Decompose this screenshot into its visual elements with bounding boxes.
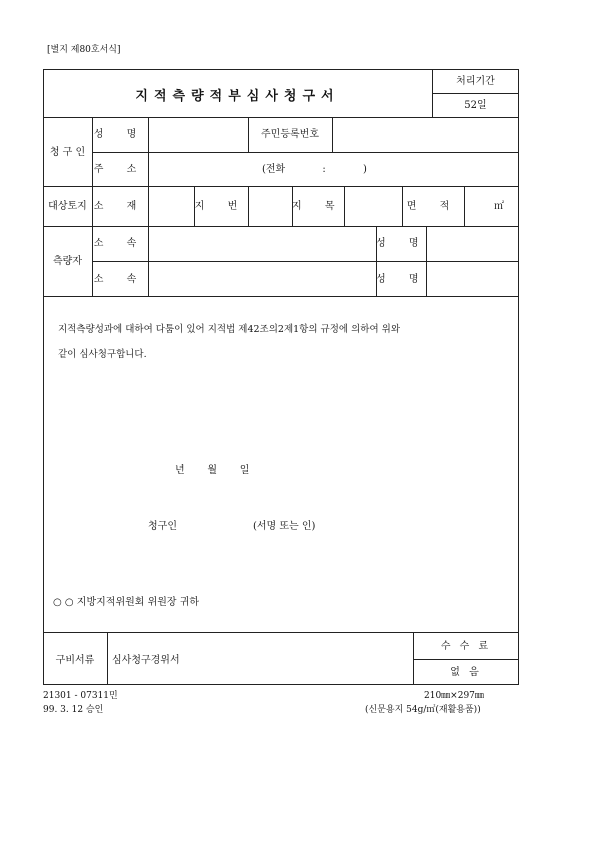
land-lot-label: 지 번 [194, 201, 248, 212]
date-line: 년 월 일 [175, 465, 252, 476]
claimant-phone-label: (전화 : ) [262, 164, 367, 175]
divider [432, 93, 519, 94]
divider [43, 296, 519, 297]
statement-line-2: 같이 심사청구합니다. [58, 349, 147, 360]
processing-value: 52일 [464, 100, 487, 111]
surveyor-affil-label-1: 소 속 [93, 238, 147, 249]
land-area-unit: ㎡ [494, 201, 504, 212]
claimant-sign-field[interactable] [185, 516, 250, 536]
divider [413, 659, 519, 660]
surveyor-affil-field-2[interactable] [149, 262, 376, 295]
surveyor-name-label-1: 성 명 [376, 238, 429, 249]
land-location-field[interactable] [149, 187, 194, 225]
surveyor-name-label-2: 성 명 [376, 274, 429, 285]
land-area-field[interactable] [465, 187, 518, 225]
addressee: ○ ○ 지방지적위원회 위원장 귀하 [53, 597, 200, 608]
land-category-field[interactable] [345, 187, 402, 225]
surveyor-affil-label-2: 소 속 [93, 274, 147, 285]
land-category-label: 지 목 [292, 201, 345, 212]
footer-approval: 99. 3. 12 승인 [43, 705, 104, 715]
land-lot-field[interactable] [249, 187, 292, 225]
fee-value: 없 음 [450, 667, 482, 678]
divider [107, 632, 108, 685]
divider [43, 632, 519, 633]
signature-note: (서명 또는 인) [253, 521, 316, 532]
footer-code: 21301 - 07311민 [43, 691, 118, 701]
attachments-label: 구비서류 [55, 655, 95, 666]
claimant-name-label: 성 명 [93, 129, 147, 140]
surveyor-section-label: 측량자 [53, 256, 82, 267]
claimant-section-label: 청 구 인 [49, 147, 86, 158]
surveyor-name-field-1[interactable] [427, 227, 518, 260]
fee-label: 수 수 료 [440, 641, 492, 652]
form-id: [별지 제80호서식] [47, 45, 121, 55]
statement-line-1: 지적측량성과에 대하여 다툼이 있어 지적법 제42조의2제1항의 규정에 의하여 위와 [58, 324, 400, 335]
processing-label: 처리기간 [456, 76, 495, 87]
claimant-sign-label: 청구인 [148, 521, 177, 532]
land-location-label: 소 재 [93, 201, 147, 212]
claimant-name-field[interactable] [149, 118, 248, 151]
footer-paper-spec: (신문용지 54g/㎡(재활용품)) [365, 705, 481, 715]
footer-paper-size: 210㎜×297㎜ [424, 691, 484, 701]
form-title: 지적측량적부심사청구서 [135, 89, 340, 104]
claimant-address-label: 주 소 [93, 164, 147, 175]
surveyor-affil-field-1[interactable] [149, 227, 376, 260]
claimant-rrn-field[interactable] [333, 118, 518, 151]
surveyor-name-field-2[interactable] [427, 262, 518, 295]
land-area-label: 면 적 [406, 201, 460, 212]
claimant-rrn-label: 주민등록번호 [261, 129, 319, 140]
land-section-label: 대상토지 [48, 201, 87, 212]
attachments-value: 심사청구경위서 [112, 655, 180, 666]
